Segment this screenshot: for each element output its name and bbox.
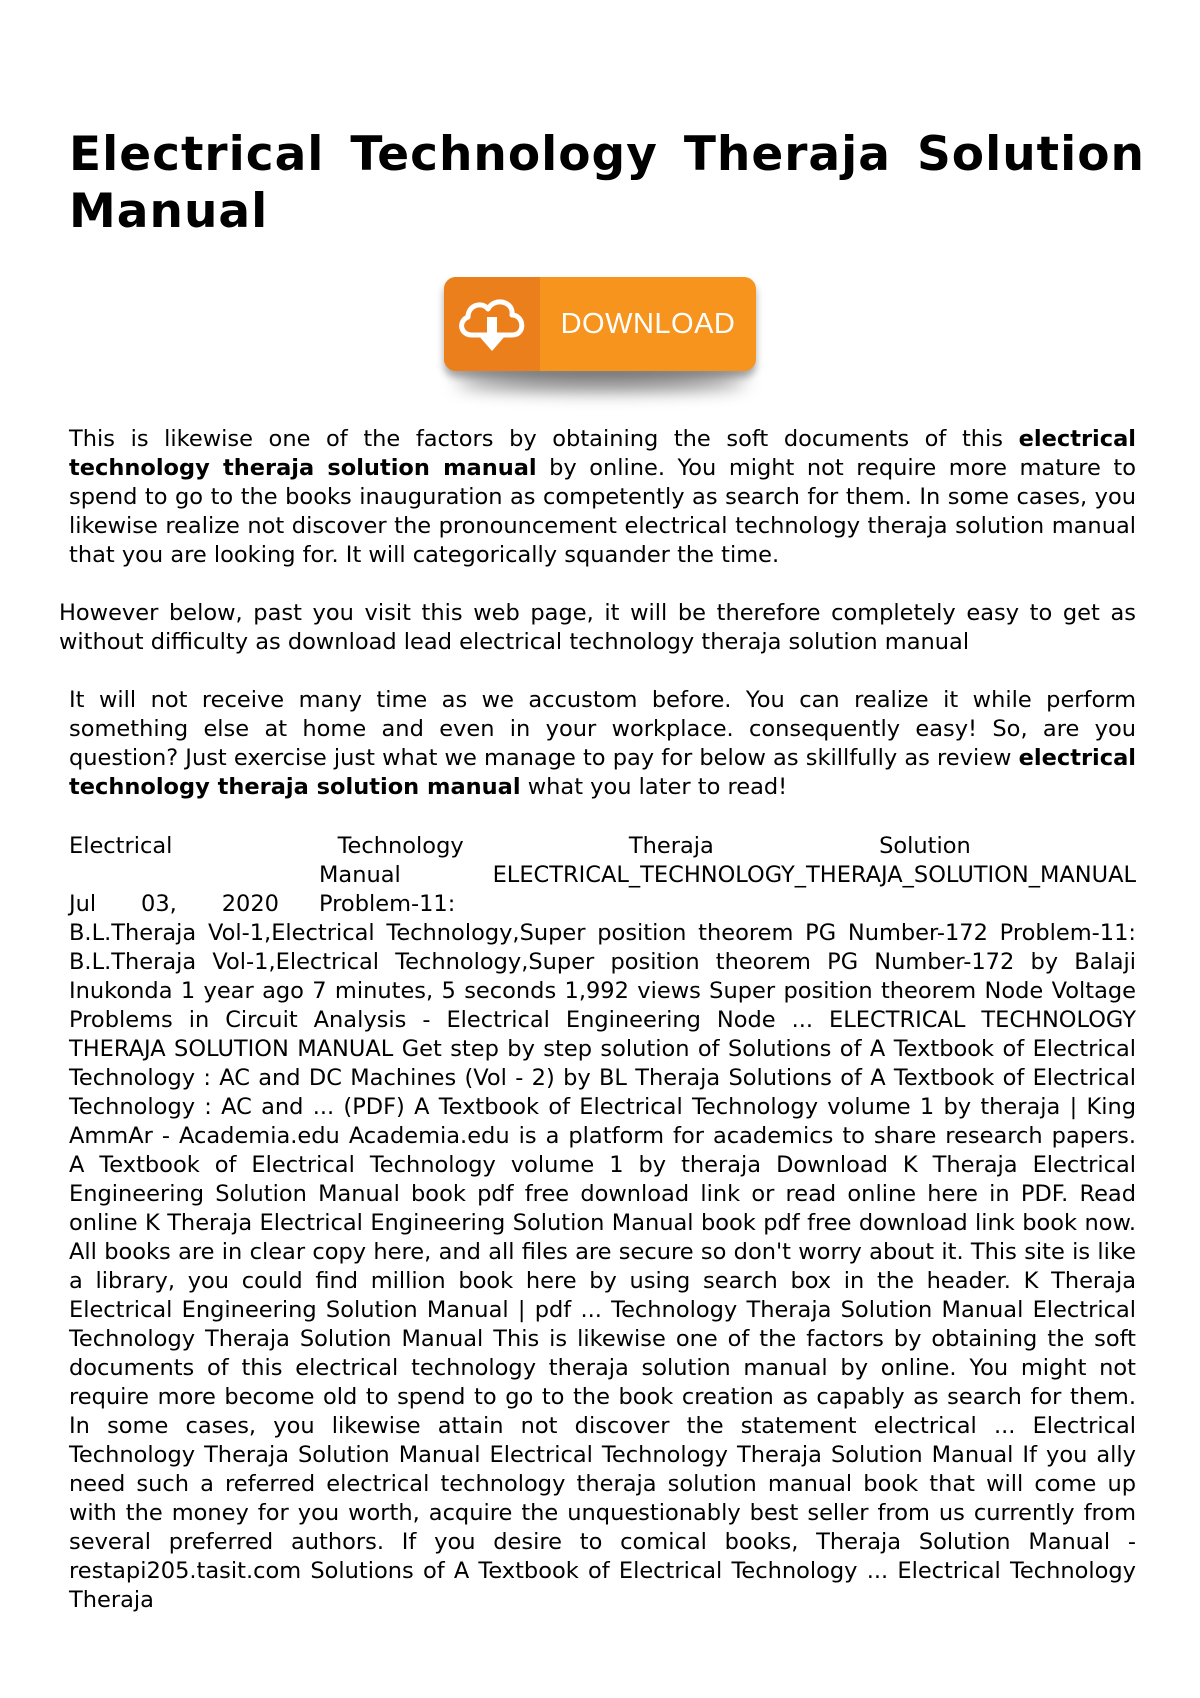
body-paragraph [69,832,1136,1615]
heading-row [69,832,1136,861]
second-paragraph: However below, past you visit this web page, it will be therefore completely easy to get as without difficulty as download lead electrical technology theraja solution manual [59,600,1136,655]
button-shadow [456,372,746,390]
download-button[interactable] [444,277,756,371]
word: Theraja [628,833,714,859]
third-paragraph [69,686,1136,802]
date-part: 03, [141,891,177,917]
word: ELECTRICAL_TECHNOLOGY_THERAJA_SOLUTION_MANUAL [492,862,1136,888]
word: Solution [879,833,971,859]
word: Electrical [69,833,173,859]
document-title: Electrical Technology Theraja Solution Manual [69,127,1145,239]
download-label: DOWNLOAD [560,308,736,340]
download-banner [436,272,766,402]
text-run: by online. You might not require more mature to spend to go to the books inauguration as competently as search for them. In some cases, you likewise realize not discover the pronouncement electrical technology theraja solution manual that you are looking for. It will categorically squander the time. [69,455,1136,568]
text-run: It will not receive many time as we accustom before. You can realize it while perform something else at home and even in your workplace. consequently easy! So, are you question? Just exercise just what we manage to pay for below as skillfully as review [69,687,1136,771]
bold-keyword: electrical technology theraja solution manual [69,426,1136,481]
date [69,890,279,919]
icon-box [444,277,540,371]
date-row [69,890,1136,919]
word: Technology [337,833,464,859]
cloud-download-icon [454,291,530,357]
heading-row-2 [69,861,1136,890]
word: Manual [319,862,401,888]
problem-label: Problem-11: [319,891,456,917]
text-run: This is likewise one of the factors by obtaining the soft documents of this [69,426,1019,452]
text-run: what you later to read! [520,774,788,800]
date-part: Jul [69,891,97,917]
date-part: 2020 [221,891,279,917]
body-text: B.L.Theraja Vol-1,Electrical Technology,Super position theorem PG Number-172 Problem-11: B.L.Theraja Vol-1,Electrical Technology,Super position theorem PG Number-172 by Balaji Inukonda 1 year ago 7 minutes, 5 seconds 1,992 views Super position theorem Node Voltage Problems in Circuit Analysis - Electrical Engineering Node ... ELECTRICAL TECHNOLOGY THERAJA SOLUTION MANUAL Get step by step solution of Solutions of A Textbook of Electrical Technology : AC and DC Machines (Vol - 2) by BL Theraja Solutions of A Textbook of Electrical Technology : AC and ... (PDF) A Textbook of Electrical Technology volume 1 by theraja | King AmmAr - Academia.edu Academia.edu is a platform for academics to share research papers. A Textbook of Electrical Technology volume 1 by theraja Download K Theraja Electrical Engineering Solution Manual book pdf free download link or read online here in PDF. Read online K Theraja Electrical Engineering Solution Manual book pdf free download link book now. All books are in clear copy here, and all files are secure so don't worry about it. This site is like a library, you could find million book here by using search box in the header. K Theraja Electrical Engineering Solution Manual | pdf ... Technology Theraja Solution Manual Electrical Technology Theraja Solution Manual This is likewise one of the factors by obtaining the soft documents of this electrical technology theraja solution manual by online. You might not require more become old to spend to go to the book creation as capably as search for them. In some cases, you likewise attain not discover the statement electrical ... Electrical Technology Theraja Solution Manual Electrical Technology Theraja Solution Manual If you ally need such a referred electrical technology theraja solution manual book that will come up with the money for you worth, acquire the unquestionably best seller from us currently from several preferred authors. If you desire to comical books, Theraja Solution Manual - restapi205.tasit.com Solutions of A Textbook of Electrical Technology ... Electrical Technology Theraja [69,920,1136,1613]
bold-keyword: electrical technology theraja solution manual [69,745,1136,800]
intro-paragraph [69,425,1136,570]
